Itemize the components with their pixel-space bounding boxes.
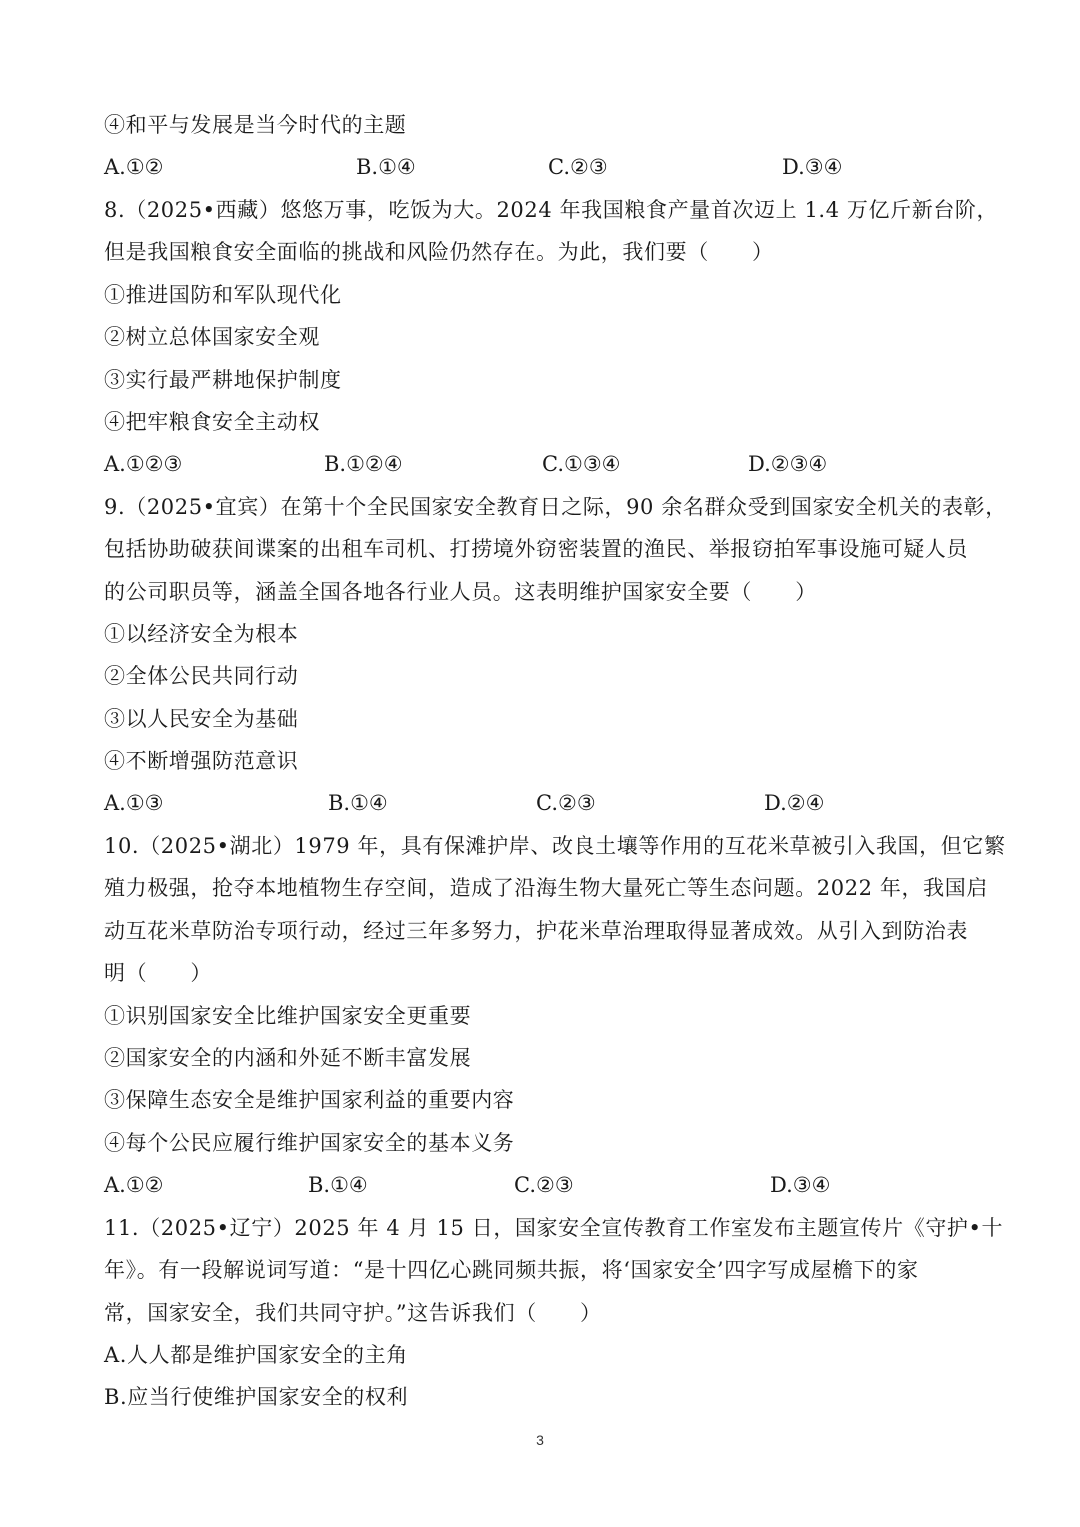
q9-statement-2: ②全体公民共同行动 (104, 664, 299, 688)
q9-option-c: C.②③ (536, 791, 596, 815)
q10-stem-line-4: 明（ ） (104, 961, 212, 985)
q10-statement-2: ②国家安全的内涵和外延不断丰富发展 (104, 1046, 472, 1070)
q8-statement-4: ④把牢粮食安全主动权 (104, 410, 320, 434)
q7-options (104, 152, 984, 182)
q10-stem-line-1: 10.（2025•湖北）1979 年，具有保滩护岸、改良土壤等作用的互花米草被引入我国，但它繁 (104, 834, 1006, 858)
q8-option-d: D.②③④ (748, 452, 828, 476)
q8-option-a: A.①②③ (104, 452, 183, 476)
q9-statement-4: ④不断增强防范意识 (104, 749, 299, 773)
q8-options (104, 449, 984, 479)
q7-option-a: A.①② (104, 155, 164, 179)
q8-statement-3: ③实行最严耕地保护制度 (104, 368, 342, 392)
q8-statement-2: ②树立总体国家安全观 (104, 325, 320, 349)
q10-option-b: B.①④ (308, 1173, 368, 1197)
q10-option-c: C.②③ (514, 1173, 574, 1197)
q11-stem-line-3: 常，国家安全，我们共同守护。”这告诉我们（ ） (104, 1301, 602, 1325)
q11-stem-line-1: 11.（2025•辽宁）2025 年 4 月 15 日，国家安全宣传教育工作室发布主题宣传片《守护•十 (104, 1216, 1004, 1240)
q9-stem-line-3: 的公司职员等，涵盖全国各地各行业人员。这表明维护国家安全要（ ） (104, 580, 817, 604)
q11-option-a: A.人人都是维护国家安全的主角 (104, 1343, 408, 1367)
q8-stem-line-1: 8.（2025•西藏）悠悠万事，吃饭为大。2024 年我国粮食产量首次迈上 1.4 万亿斤新台阶， (104, 198, 999, 222)
q11-option-b: B.应当行使维护国家安全的权利 (104, 1385, 409, 1409)
q9-stem-line-2: 包括协助破获间谍案的出租车司机、打捞境外窃密装置的渔民、举报窃拍军事设施可疑人员 (104, 537, 968, 561)
q8-stem-line-2: 但是我国粮食安全面临的挑战和风险仍然存在。为此，我们要（ ） (104, 240, 774, 264)
q9-option-b: B.①④ (328, 791, 388, 815)
q10-options (104, 1170, 984, 1200)
q9-statement-1: ①以经济安全为根本 (104, 622, 299, 646)
page-number: 3 (536, 1432, 544, 1448)
q10-stem-line-3: 动互花米草防治专项行动，经过三年多努力，护花米草治理取得显著成效。从引入到防治表 (104, 919, 968, 943)
q8-option-b: B.①②④ (324, 452, 403, 476)
q11-stem-line-2: 年》。有一段解说词写道：“是十四亿心跳同频共振，将‘国家安全’四字写成屋檐下的家 (104, 1258, 919, 1282)
q10-stem-line-2: 殖力极强，抢夺本地植物生存空间，造成了沿海生物大量死亡等生态问题。2022 年，我国启 (104, 876, 988, 900)
q9-statement-3: ③以人民安全为基础 (104, 707, 299, 731)
q8-statement-1: ①推进国防和军队现代化 (104, 283, 342, 307)
q10-statement-4: ④每个公民应履行维护国家安全的基本义务 (104, 1131, 515, 1155)
q7-option-d: D.③④ (782, 155, 843, 179)
q7-option-c: C.②③ (548, 155, 608, 179)
q9-option-d: D.②④ (764, 791, 825, 815)
q10-option-d: D.③④ (770, 1173, 831, 1197)
q8-option-c: C.①③④ (542, 452, 621, 476)
q9-option-a: A.①③ (104, 791, 164, 815)
q10-statement-1: ①识别国家安全比维护国家安全更重要 (104, 1004, 472, 1028)
q10-statement-3: ③保障生态安全是维护国家利益的重要内容 (104, 1088, 515, 1112)
q7-option-b: B.①④ (356, 155, 416, 179)
q9-options (104, 788, 984, 818)
q10-option-a: A.①② (104, 1173, 164, 1197)
q7-statement-4: ④和平与发展是当今时代的主题 (104, 113, 407, 137)
q9-stem-line-1: 9.（2025•宜宾）在第十个全民国家安全教育日之际，90 余名群众受到国家安全机关的表彰， (104, 495, 1007, 519)
